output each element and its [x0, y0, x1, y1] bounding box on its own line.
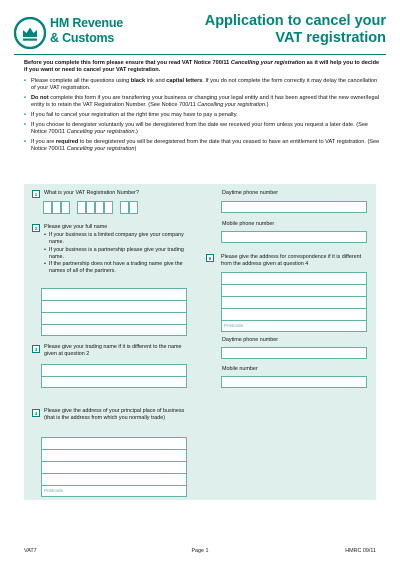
question-1-number: 1 — [32, 190, 40, 198]
intro-notes — [24, 60, 380, 156]
question-5-number: 5 — [206, 254, 214, 262]
header-divider — [14, 54, 386, 55]
vat-number-digit-1[interactable] — [43, 201, 52, 214]
form-panel — [24, 184, 376, 500]
correspondence-address-input[interactable] — [221, 272, 367, 332]
field-line — [42, 300, 186, 301]
intro-bullet — [24, 112, 380, 119]
bullet-bold: black — [130, 77, 146, 84]
field-line — [42, 461, 186, 462]
intro-bullet — [24, 139, 380, 154]
trading-name-input[interactable] — [41, 364, 187, 388]
bullet-text: .) — [265, 102, 269, 109]
postcode-label: Postcode — [44, 488, 64, 493]
mobile-phone-label: Mobile phone number — [222, 221, 275, 227]
vat-number-digit-6[interactable] — [95, 201, 104, 214]
vat-number-digit-2[interactable] — [52, 201, 61, 214]
mobile-number-label: Mobile number — [222, 366, 258, 372]
mobile-number-input[interactable] — [221, 376, 367, 388]
field-line — [222, 308, 366, 309]
hmrc-logo — [14, 16, 164, 50]
question-2-note: • If the partnership does not have a trading name give the names of all of the partners. — [44, 261, 194, 275]
field-line — [222, 320, 366, 321]
logo-line-1: HM Revenue — [50, 16, 124, 30]
vat-number-digit-3[interactable] — [61, 201, 70, 214]
title-line-2: VAT registration — [275, 30, 386, 46]
bullet-italic: Cancelling your registration — [197, 102, 266, 109]
bullet-text: .) — [134, 129, 138, 136]
bullet-text: complete this form if you are transferring your business or changing your legal entity and it has been agreed that the new owner/legal entity is to retain the VAT Registration Number. (See Notice 700/11 — [31, 94, 379, 109]
page-title — [166, 13, 386, 47]
full-name-input[interactable] — [41, 288, 187, 336]
bullet-text: ) — [134, 146, 137, 153]
question-2-notes — [44, 232, 194, 275]
field-line — [42, 324, 186, 325]
bullet-italic: Cancelling your registration — [66, 146, 135, 153]
bullet-bold: required — [55, 138, 79, 145]
intro-lead-text-end: as it will help you to decide if you want or need to cancel your VAT registration. — [24, 60, 380, 74]
intro-bullet — [24, 95, 380, 110]
question-3-label: Please give your trading name if it is different to the name given at question 2 — [44, 344, 182, 358]
vat-number-digit-4[interactable] — [77, 201, 86, 214]
bullet-text: If you fail to cancel your registration at the right time you may have to pay a penalty. — [31, 112, 238, 119]
question-2-note: • If your business is a partnership please give your trading name. — [44, 247, 194, 261]
daytime-phone-2-label: Daytime phone number — [222, 337, 279, 343]
field-line — [42, 312, 186, 313]
intro-bullet — [24, 78, 380, 93]
intro-bullet — [24, 122, 380, 137]
bullet-text: to be deregistered you will be deregistered from the date that you ceased to have an entitlement to VAT registration. (See Notice 700/11 — [31, 138, 380, 153]
bullet-text: Please complete all the questions using — [31, 77, 131, 84]
bullet-bold: capital letters — [166, 77, 203, 84]
form-version: HMRC 09/11 — [345, 548, 376, 554]
postcode-label: Postcode — [224, 323, 244, 328]
intro-bullet-list — [24, 78, 380, 154]
title-line-1: Application to cancel your — [204, 13, 386, 29]
vat-number-digit-7[interactable] — [104, 201, 113, 214]
logo-line-2: & Customs — [50, 31, 115, 45]
daytime-phone-input[interactable] — [221, 201, 367, 213]
question-5-label: Please give the address for correspondence if it is different from the address given at question 4 — [221, 254, 362, 268]
intro-lead-notice: Cancelling your registration — [230, 60, 306, 66]
question-2-title: Please give your full name — [44, 224, 108, 230]
bullet-bold: Do not — [31, 94, 49, 101]
field-line — [42, 449, 186, 450]
question-1-label: What is your VAT Registration Number? — [44, 190, 139, 196]
vat-number-digit-9[interactable] — [129, 201, 138, 214]
business-address-input[interactable] — [41, 437, 187, 497]
form-code: VAT7 — [24, 548, 37, 554]
field-line — [42, 376, 186, 377]
mobile-phone-input[interactable] — [221, 231, 367, 243]
vat-number-digit-8[interactable] — [120, 201, 129, 214]
question-4-number: 4 — [32, 409, 40, 417]
question-2-label — [44, 224, 194, 275]
daytime-phone-2-input[interactable] — [221, 347, 367, 359]
field-line — [42, 485, 186, 486]
daytime-phone-label: Daytime phone number — [222, 190, 279, 196]
vat-number-digit-5[interactable] — [86, 201, 95, 214]
page-number: Page 1 — [191, 548, 209, 554]
bullet-text: If you choose to deregister voluntarily you will be deregistered from the date we received your form unless you request a later date. (See Notice 700/11 — [31, 121, 369, 136]
question-2-number: 2 — [32, 224, 40, 232]
question-3-number: 3 — [32, 345, 40, 353]
field-line — [42, 473, 186, 474]
field-line — [222, 296, 366, 297]
intro-lead-text: Before you complete this form please ensure that you read VAT Notice 700/11 — [24, 60, 231, 66]
bullet-italic: Cancelling your registration — [66, 129, 135, 136]
bullet-text: . If you do not complete the form correctly it may delay the cancellation of your VAT registration. — [31, 77, 378, 92]
intro-lead — [24, 60, 380, 75]
question-2-note: • If your business is a limited company give your company name. — [44, 232, 194, 246]
crown-crest-icon — [14, 17, 46, 49]
field-line — [222, 284, 366, 285]
question-4-label: Please give the address of your principal place of business (that is the address from which you normally trade) — [44, 408, 185, 422]
bullet-text: ink and — [145, 77, 167, 84]
bullet-text: If you are — [31, 138, 56, 145]
